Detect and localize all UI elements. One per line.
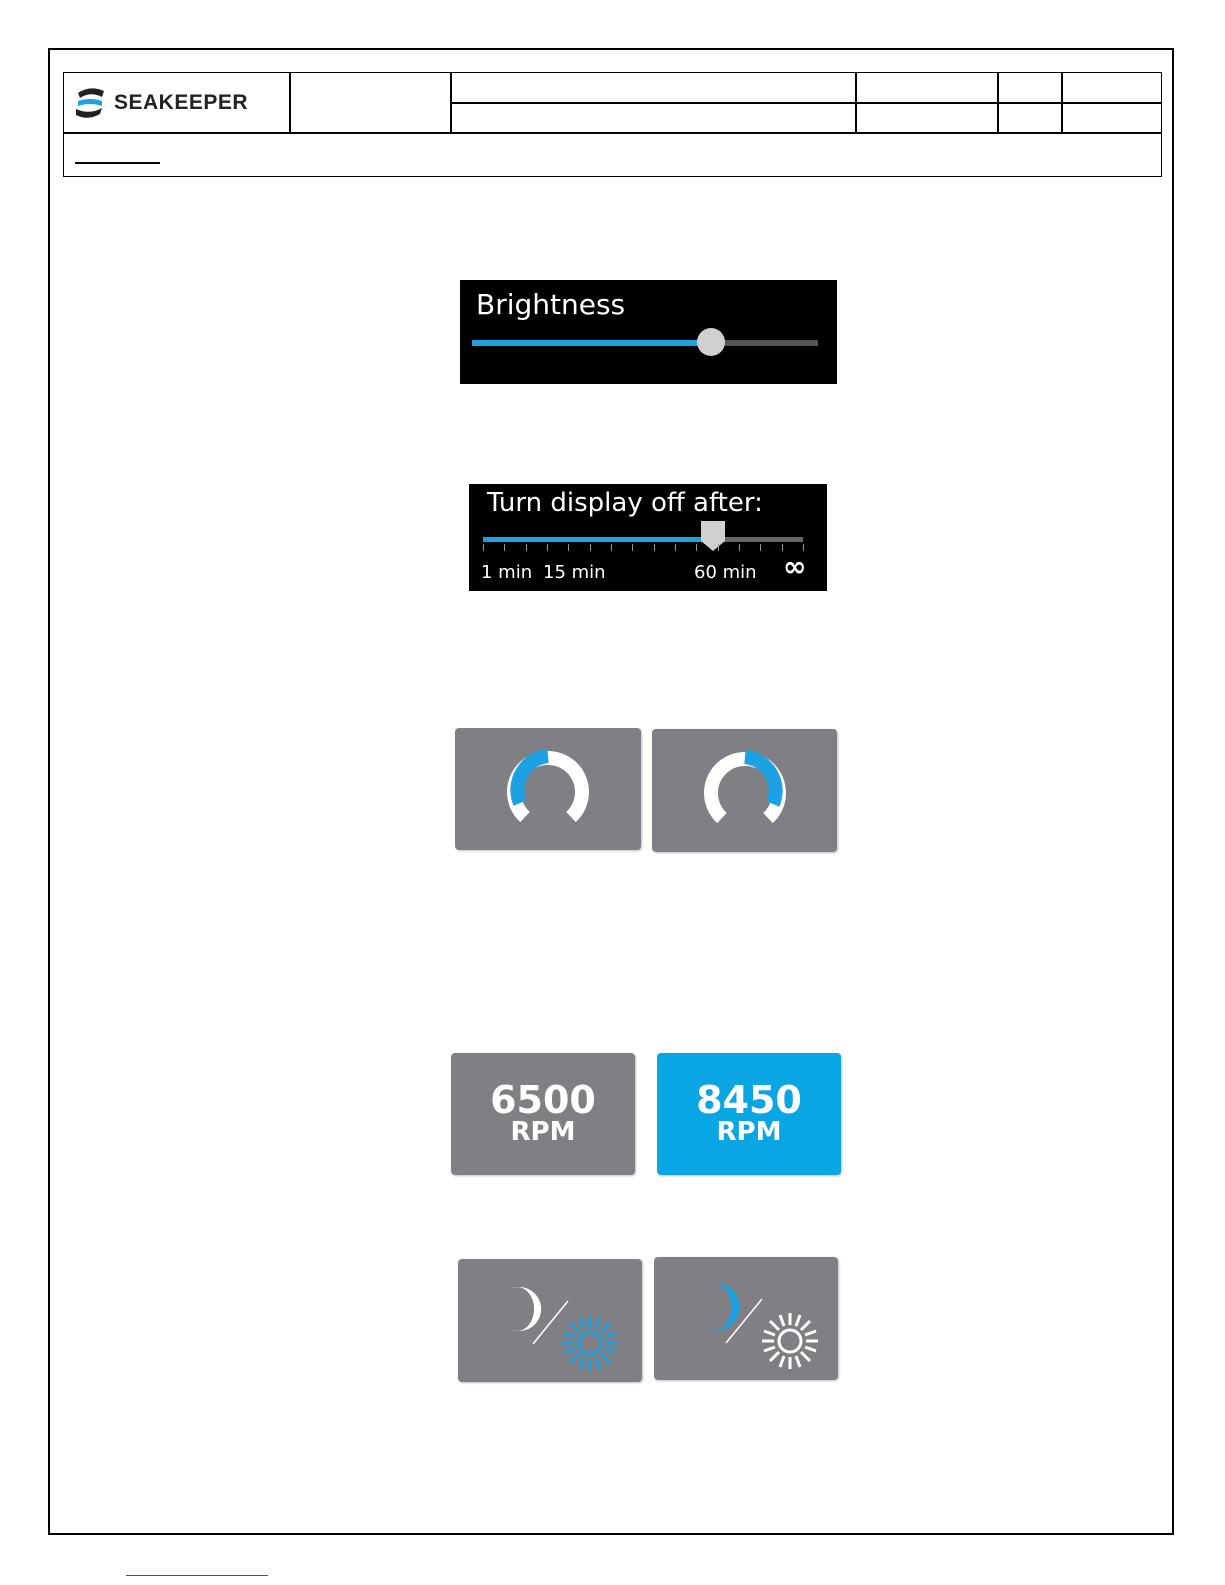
gauge-left-tile[interactable]	[455, 728, 641, 850]
rpm-8450-value: 8450	[696, 1078, 802, 1122]
timeout-label-60min: 60 min	[694, 562, 757, 583]
gauge-right-tile[interactable]	[652, 729, 837, 852]
brightness-panel	[460, 280, 837, 384]
rpm-6500-value: 6500	[490, 1078, 596, 1122]
brightness-slider[interactable]	[472, 340, 818, 346]
brightness-title: Brightness	[476, 288, 626, 321]
moon-icon	[510, 1287, 541, 1331]
gauge-right-icon	[652, 729, 837, 852]
header-divider-horizontal	[63, 132, 1162, 134]
timeout-tick	[696, 544, 697, 551]
timeout-tick	[611, 544, 612, 551]
display-timeout-ticks	[483, 544, 803, 552]
brightness-slider-fill	[472, 340, 711, 346]
header-divider-5	[1061, 72, 1063, 132]
timeout-tick	[568, 544, 569, 551]
footer-link-underline[interactable]	[126, 1575, 268, 1576]
sun-icon	[562, 1315, 618, 1371]
brightness-slider-thumb[interactable]	[697, 328, 725, 356]
night-mode-tile[interactable]	[654, 1257, 838, 1380]
timeout-tick	[675, 544, 676, 551]
display-timeout-slider[interactable]	[483, 537, 803, 542]
rpm-6500-unit: RPM	[510, 1117, 576, 1147]
timeout-label-15min: 15 min	[543, 562, 606, 583]
rpm-8450-button[interactable]	[657, 1053, 841, 1175]
rpm-6500-button[interactable]	[451, 1053, 635, 1175]
moon-icon	[706, 1283, 740, 1331]
timeout-tick	[547, 544, 548, 551]
timeout-tick	[590, 544, 591, 551]
timeout-tick	[504, 544, 505, 551]
timeout-tick	[718, 544, 719, 551]
night-mode-icon	[654, 1257, 838, 1380]
seakeeper-logo	[72, 84, 282, 122]
timeout-label-infinity: ∞	[783, 550, 807, 583]
timeout-label-1min: 1 min	[481, 562, 533, 583]
timeout-tick	[739, 544, 740, 551]
gauge-left-icon	[455, 728, 641, 850]
timeout-tick	[632, 544, 633, 551]
day-mode-tile[interactable]	[458, 1259, 642, 1382]
day-mode-icon	[458, 1259, 642, 1382]
timeout-tick	[483, 544, 484, 551]
display-timeout-title: Turn display off after:	[487, 488, 763, 518]
brand-name: SEAKEEPER	[114, 91, 249, 114]
sun-icon	[762, 1313, 818, 1369]
header-divider-subrow	[450, 102, 1162, 104]
header-divider-2	[450, 72, 452, 132]
header-divider-4	[997, 72, 999, 132]
timeout-tick	[654, 544, 655, 551]
header-divider-3	[855, 72, 857, 132]
display-timeout-panel	[469, 484, 827, 591]
display-timeout-slider-fill	[483, 537, 713, 542]
seakeeper-logo-icon	[72, 85, 108, 121]
header-divider-1	[289, 72, 291, 132]
section-underline	[75, 162, 160, 164]
timeout-tick	[760, 544, 761, 551]
rpm-8450-unit: RPM	[716, 1117, 782, 1147]
timeout-tick	[526, 544, 527, 551]
